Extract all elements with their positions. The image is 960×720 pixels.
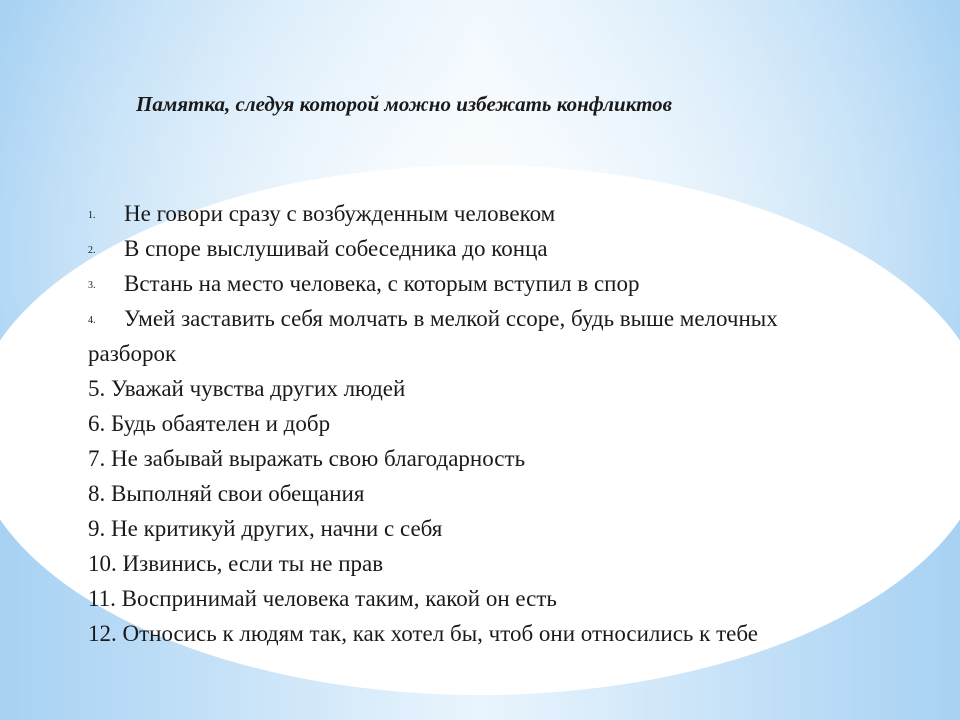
rules-list [88,196,960,651]
item-text: 11. Воспринимай человека таким, какой он есть [88,586,557,611]
list-item [88,371,960,406]
list-item-continuation [88,336,960,371]
item-text: 9. Не критикуй других, начни с себя [88,516,443,541]
page-title: Памятка, следуя которой можно избежать конфликтов [136,92,673,116]
item-number: 2. [88,245,96,257]
list-item [88,546,960,581]
item-text: 8. Выполняй свои обещания [88,481,365,506]
item-text: Умей заставить себя молчать в мелкой ссоре, будь выше мелочных [124,306,778,331]
item-text: В споре выслушивай собеседника до конца [124,236,548,261]
list-item [88,441,960,476]
item-text: разборок [88,341,177,366]
list-item [88,231,960,266]
list-item [88,196,960,231]
item-text: Встань на место человека, с которым вступил в спор [124,271,640,296]
item-number: 1. [88,210,96,222]
item-number: 3. [88,280,96,292]
list-item [88,476,960,511]
item-text: 6. Будь обаятелен и добр [88,411,331,436]
list-item [88,616,960,651]
item-text: 5. Уважай чувства других людей [88,376,406,401]
item-text: 12. Относись к людям так, как хотел бы, чтоб они относились к тебе [88,621,758,646]
item-number: 4. [88,315,96,327]
item-text: Не говори сразу с возбужденным человеком [124,201,556,226]
item-text: 7. Не забывай выражать свою благодарность [88,446,526,471]
list-item [88,301,960,336]
list-item [88,266,960,301]
list-item [88,581,960,616]
list-item [88,406,960,441]
item-text: 10. Извинись, если ты не прав [88,551,384,576]
list-item [88,511,960,546]
